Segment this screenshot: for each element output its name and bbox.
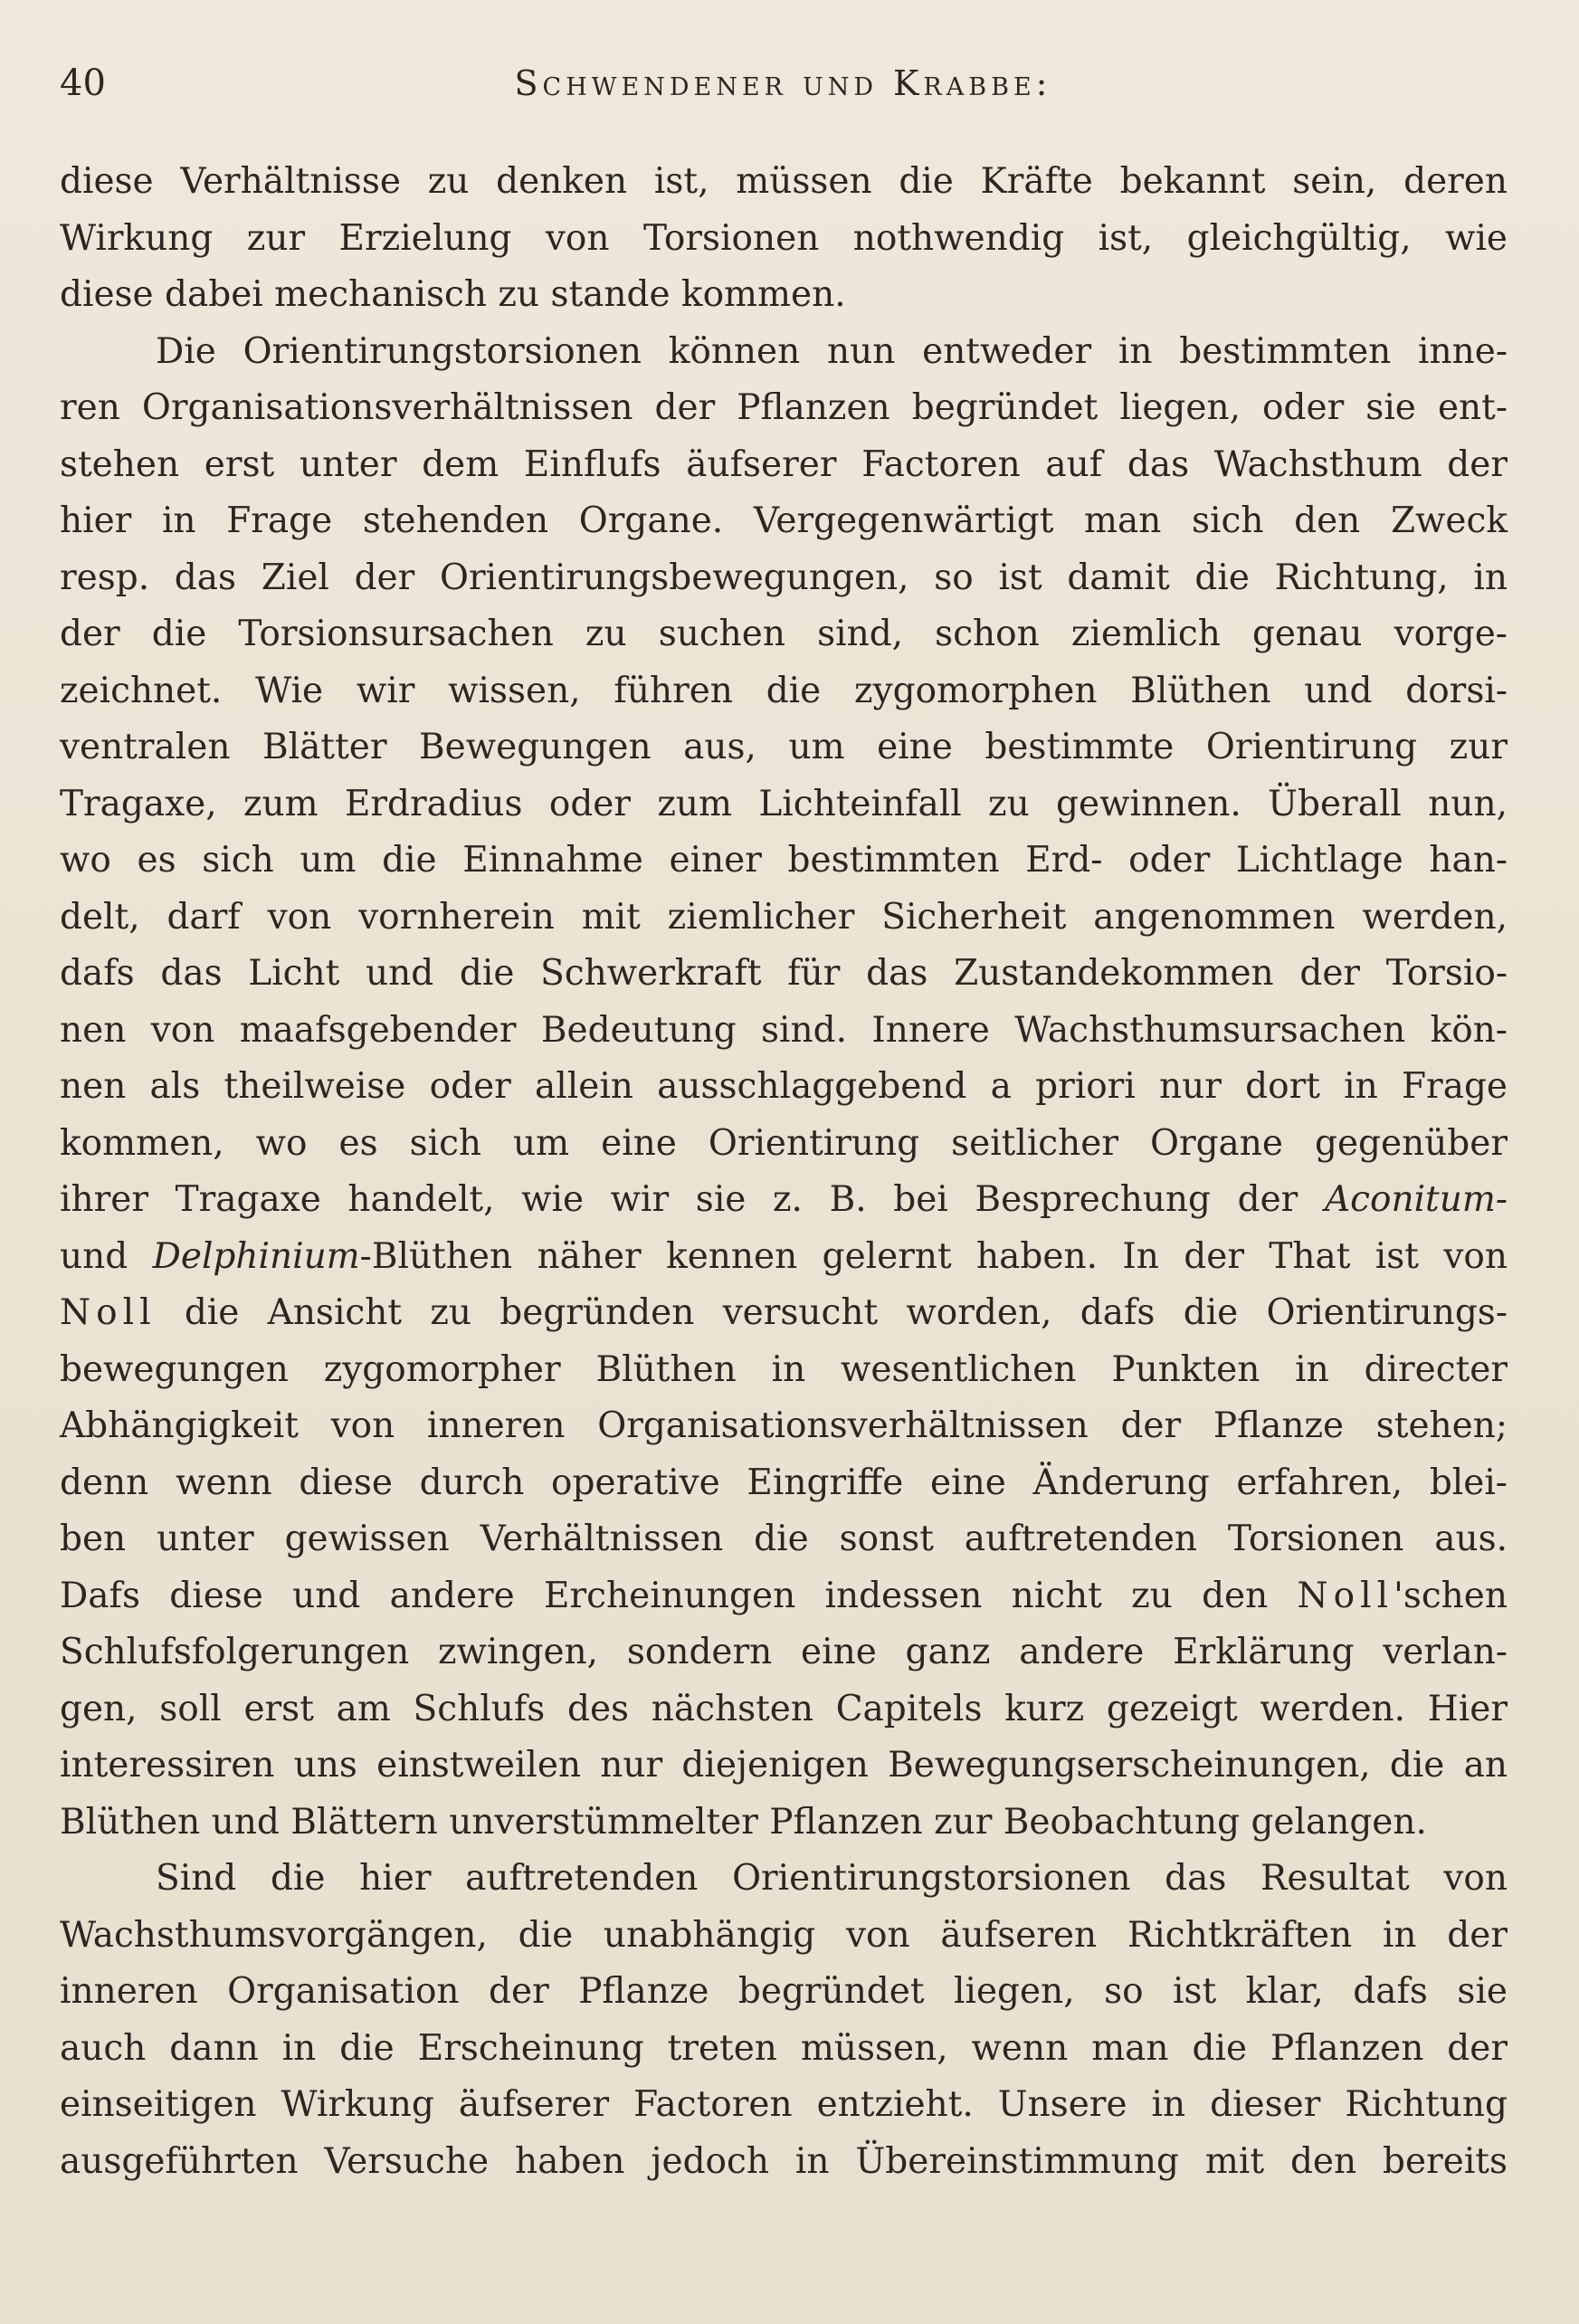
text-line: der die Torsionsursachen zu suchen sind, schon ziemlich genau vorge- xyxy=(60,614,1508,654)
text-line: Wachsthumsvorgängen, die unabhängig von äufseren Richtkräften in der xyxy=(60,1914,1508,1956)
text-line: denn wenn diese durch operative Eingriffe eine Änderung erfahren, blei- xyxy=(60,1462,1508,1503)
text-line: dafs das Licht und die Schwerkraft für das Zustandekommen der Torsio- xyxy=(60,953,1508,994)
text-line: ren Organisationsverhältnissen der Pflanzen begründet liegen, oder sie ent- xyxy=(60,387,1508,428)
text-line: nen als theilweise oder allein ausschlaggebend a priori nur dort in Frage xyxy=(60,1066,1508,1107)
text-line xyxy=(60,1229,1508,1286)
text-line xyxy=(60,1172,1508,1229)
text-line xyxy=(60,1285,1508,1342)
text-line: Wirkung zur Erzielung von Torsionen nothwendig ist, gleichgültig, wie xyxy=(60,217,1508,259)
text-line: ben unter gewissen Verhältnissen die sonst auftretenden Torsionen aus. xyxy=(60,1519,1508,1559)
text-line: hier in Frage stehenden Organe. Vergegenwärtigt man sich den Zweck xyxy=(60,500,1508,541)
text-line: Schlufsfolgerungen zwingen, sondern eine ganz andere Erklärung verlan- xyxy=(60,1632,1508,1672)
text-run: 'schen xyxy=(1394,1575,1508,1616)
text-line: Die Orientirungstorsionen können nun entweder in bestimmten inne- xyxy=(156,330,1508,372)
author-name-spaced: Noll xyxy=(60,1292,157,1333)
author-name-spaced: Noll xyxy=(1297,1575,1394,1616)
text-line: delt, darf von vornherein mit ziemlicher Sicherheit angenommen werden, xyxy=(60,896,1508,938)
text-line: inneren Organisation der Pflanze begründet liegen, so ist klar, dafs sie xyxy=(60,1971,1508,2012)
text-line: interessiren uns einstweilen nur diejenigen Bewegungserscheinungen, die an xyxy=(60,1745,1508,1786)
text-line: wo es sich um die Einnahme einer bestimmten Erd- oder Lichtlage han- xyxy=(60,840,1508,881)
text-run: Dafs diese und andere Ercheinungen indessen nicht zu den xyxy=(60,1575,1298,1616)
text-run: ihrer Tragaxe handelt, wie wir sie z. B. bei Besprechung der xyxy=(60,1179,1325,1220)
text-line: ventralen Blätter Bewegungen aus, um eine bestimmte Orientirung zur xyxy=(60,727,1508,767)
text-line: Tragaxe, zum Erdradius oder zum Lichteinfall zu gewinnen. Überall nun, xyxy=(60,783,1508,824)
text-line: diese dabei mechanisch zu stande kommen. xyxy=(60,274,846,315)
text-line: einseitigen Wirkung äufserer Factoren entzieht. Unsere in dieser Richtung xyxy=(60,2084,1508,2125)
text-run: die Ansicht zu begründen versucht worden, dafs die Orientirungs- xyxy=(156,1292,1508,1333)
text-line: ausgeführten Versuche haben jedoch in Übereinstimmung mit den bereits xyxy=(60,2140,1508,2182)
text-line: nen von maafsgebender Bedeutung sind. Innere Wachsthumsursachen kön- xyxy=(60,1009,1508,1051)
genus-name-italic: Aconitum- xyxy=(1324,1179,1508,1220)
text-run: -Blüthen näher kennen gelernt haben. In der That ist von xyxy=(359,1235,1508,1277)
text-run: und xyxy=(60,1235,153,1277)
genus-name-italic: Delphinium xyxy=(152,1235,360,1277)
page-header xyxy=(60,56,1507,110)
text-line: Sind die hier auftretenden Orientirungstorsionen das Resultat von xyxy=(156,1858,1508,1899)
text-line: resp. das Ziel der Orientirungsbewegungen, so ist damit die Richtung, in xyxy=(60,557,1508,598)
text-line: bewegungen zygomorpher Blüthen in wesentlichen Punkten in directer xyxy=(60,1348,1508,1390)
text-line xyxy=(60,1568,1508,1625)
page-number: 40 xyxy=(60,62,106,104)
text-line: gen, soll erst am Schlufs des nächsten Capitels kurz gezeigt werden. Hier xyxy=(60,1688,1508,1729)
text-line: kommen, wo es sich um eine Orientirung seitlicher Organe gegenüber xyxy=(60,1122,1508,1164)
text-line: zeichnet. Wie wir wissen, führen die zygomorphen Blüthen und dorsi- xyxy=(60,670,1508,711)
body-text xyxy=(60,154,1508,2190)
running-head: Schwendener und Krabbe: xyxy=(514,63,1052,103)
text-line: diese Verhältnisse zu denken ist, müssen die Kräfte bekannt sein, deren xyxy=(60,161,1508,202)
text-line: Blüthen und Blättern unverstümmelter Pflanzen zur Beobachtung gelangen. xyxy=(60,1801,1427,1843)
text-line: auch dann in die Erscheinung treten müssen, wenn man die Pflanzen der xyxy=(60,2027,1508,2069)
text-line: Abhängigkeit von inneren Organisationsverhältnissen der Pflanze stehen; xyxy=(60,1405,1508,1446)
text-line: stehen erst unter dem Einflufs äufserer Factoren auf das Wachsthum der xyxy=(60,443,1508,485)
